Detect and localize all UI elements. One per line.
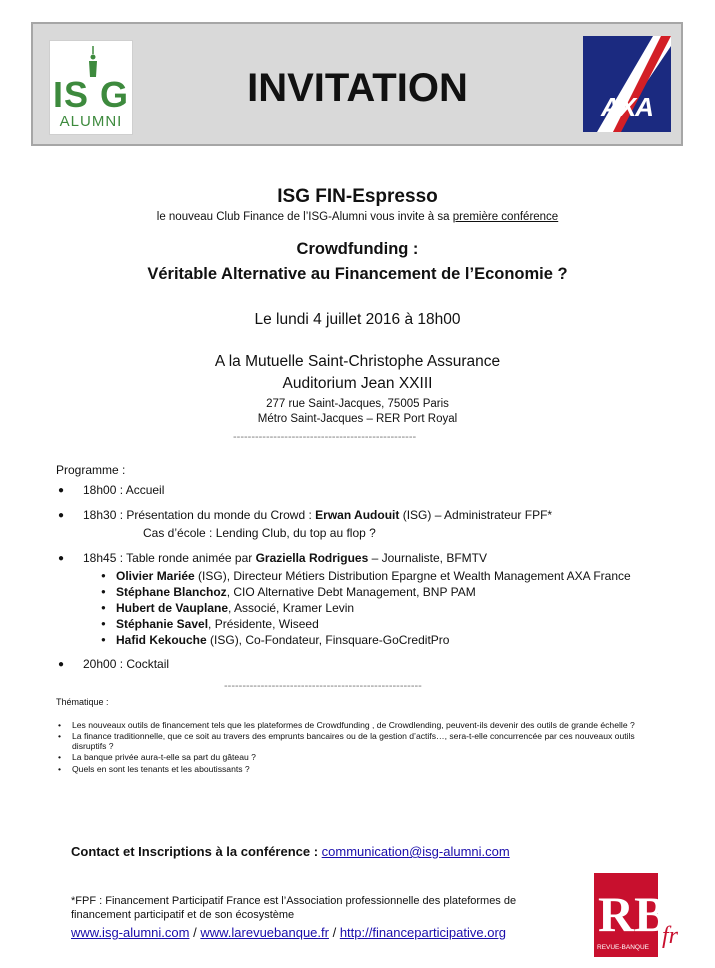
venue-line-1: A la Mutuelle Saint-Christophe Assurance bbox=[214, 353, 501, 370]
panelist bbox=[116, 585, 476, 599]
contact-line bbox=[71, 844, 510, 859]
panelist-role: , Présidente, Wiseed bbox=[208, 617, 319, 631]
panelist bbox=[116, 601, 354, 615]
contact-email-link[interactable]: communication@isg-alumni.com bbox=[321, 844, 510, 859]
bullet-icon: ● bbox=[58, 659, 65, 670]
panelist-name: Hafid Kekouche bbox=[116, 633, 207, 647]
moderator-name: Graziella Rodrigues bbox=[255, 551, 369, 565]
panelist-name: Stéphane Blanchoz bbox=[116, 585, 227, 599]
panelist bbox=[116, 617, 319, 631]
intro-text: le nouveau Club Finance de l’ISG-Alumni vous invite à sa bbox=[156, 211, 453, 223]
isg-alumni-logo bbox=[49, 40, 133, 135]
thematique-item: Quels en sont les tenants et les aboutissants ? bbox=[72, 764, 250, 774]
rb-logo-suffix: fr bbox=[662, 923, 679, 949]
programme-text: 18h45 : Table ronde animée par bbox=[83, 551, 256, 565]
separator: -------------------------------------------------- bbox=[233, 431, 417, 443]
programme-item: 20h00 : Cocktail bbox=[83, 657, 170, 671]
panelist-role: (ISG), Directeur Métiers Distribution Epargne et Wealth Management AXA France bbox=[194, 569, 631, 583]
panelist-role: (ISG), Co-Fondateur, Finsquare-GoCreditPro bbox=[206, 633, 450, 647]
bullet-icon: ● bbox=[58, 510, 65, 521]
thematique-item: La finance traditionnelle, que ce soit au travers des emprunts bancaires ou de la gestion d’actifs…, sera-t-elle concurrencée par ces nouveaux outils disruptifs ? bbox=[72, 731, 635, 751]
revue-banque-link[interactable]: www.larevuebanque.fr bbox=[200, 925, 329, 940]
programme-item bbox=[83, 551, 487, 565]
isg-alumni-link[interactable]: www.isg-alumni.com bbox=[71, 925, 190, 940]
thematique-title: Thématique : bbox=[56, 697, 109, 707]
fpf-footnote bbox=[71, 895, 541, 922]
panelist-name: Stéphanie Savel bbox=[116, 617, 209, 631]
event-name: ISG FIN-Espresso bbox=[277, 186, 438, 207]
rb-logo-letters: RB bbox=[598, 886, 668, 942]
rb-logo-caption: REVUE-BANQUE bbox=[597, 944, 650, 951]
bullet-icon: ● bbox=[101, 571, 106, 580]
axa-logo bbox=[583, 36, 671, 132]
panelist-role: , CIO Alternative Debt Management, BNP PAM bbox=[226, 585, 476, 599]
programme-subitem: Cas d’école : Lending Club, du top au flop ? bbox=[143, 526, 376, 540]
isg-logo-letters: IS G bbox=[52, 74, 130, 115]
bullet-icon: ● bbox=[58, 553, 65, 564]
finance-participative-link[interactable]: http://financeparticipative.org bbox=[339, 925, 507, 940]
revue-banque-logo bbox=[594, 873, 686, 957]
bullet-icon: ● bbox=[101, 619, 106, 628]
programme-item: 18h00 : Accueil bbox=[83, 483, 165, 497]
venue-metro: Métro Saint-Jacques – RER Port Royal bbox=[257, 413, 458, 425]
event-date: Le lundi 4 juillet 2016 à 18h00 bbox=[254, 311, 461, 328]
bullet-icon: • bbox=[58, 752, 62, 762]
bullet-icon: ● bbox=[101, 635, 106, 644]
panelist-name: Hubert de Vauplane bbox=[116, 601, 229, 615]
panelist-name: Olivier Mariée bbox=[116, 569, 195, 583]
separator: ------------------------------------------------------ bbox=[224, 680, 422, 692]
panelist-role: , Associé, Kramer Levin bbox=[228, 601, 355, 615]
bullet-icon: ● bbox=[101, 603, 106, 612]
programme-text: 18h30 : Présentation du monde du Crowd : bbox=[83, 508, 316, 522]
intro-underlined: première conférence bbox=[452, 211, 559, 223]
axa-logo-text: AXA bbox=[601, 92, 653, 122]
isg-logo-alumni: ALUMNI bbox=[59, 113, 123, 130]
topic-line-1: Crowdfunding : bbox=[296, 240, 419, 258]
page-title: INVITATION bbox=[247, 66, 468, 110]
bullet-icon: ● bbox=[58, 485, 65, 496]
link-separator: / bbox=[189, 925, 201, 940]
topic-line-2: Véritable Alternative au Financement de l’Economie ? bbox=[147, 265, 568, 283]
venue-address: 277 rue Saint-Jacques, 75005 Paris bbox=[266, 398, 449, 410]
venue-line-2: Auditorium Jean XXIII bbox=[282, 375, 433, 392]
panelist bbox=[116, 569, 631, 583]
footnote-text: : Financement Participatif France est l’Association professionnelle des plateformes de financement participatif et de son écosystème bbox=[71, 895, 517, 921]
bullet-icon: • bbox=[58, 764, 62, 774]
link-separator: / bbox=[328, 925, 340, 940]
footnote-mark: *FPF bbox=[71, 895, 97, 907]
bullet-icon: • bbox=[58, 720, 62, 730]
programme-item bbox=[83, 508, 552, 522]
event-intro bbox=[0, 211, 715, 223]
rb-logo-graphic bbox=[594, 873, 686, 957]
thematique-item: Les nouveaux outils de financement tels que les plateformes de Crowdfunding , de Crowdlending, peuvent-ils devenir des outils de grande échelle ? bbox=[72, 720, 635, 730]
thematique-item: La banque privée aura-t-elle sa part du gâteau ? bbox=[72, 752, 256, 762]
footer-links bbox=[71, 925, 506, 940]
contact-label: Contact et Inscriptions à la conférence : bbox=[71, 844, 322, 859]
programme-text: – Journaliste, BFMTV bbox=[368, 551, 487, 565]
bullet-icon: • bbox=[58, 731, 62, 741]
programme-title: Programme : bbox=[56, 463, 126, 477]
bullet-icon: ● bbox=[101, 587, 106, 596]
programme-text: (ISG) – Administrateur FPF* bbox=[399, 508, 553, 522]
panelist bbox=[116, 633, 449, 647]
speaker-name: Erwan Audouit bbox=[315, 508, 400, 522]
statue-icon bbox=[87, 44, 99, 78]
